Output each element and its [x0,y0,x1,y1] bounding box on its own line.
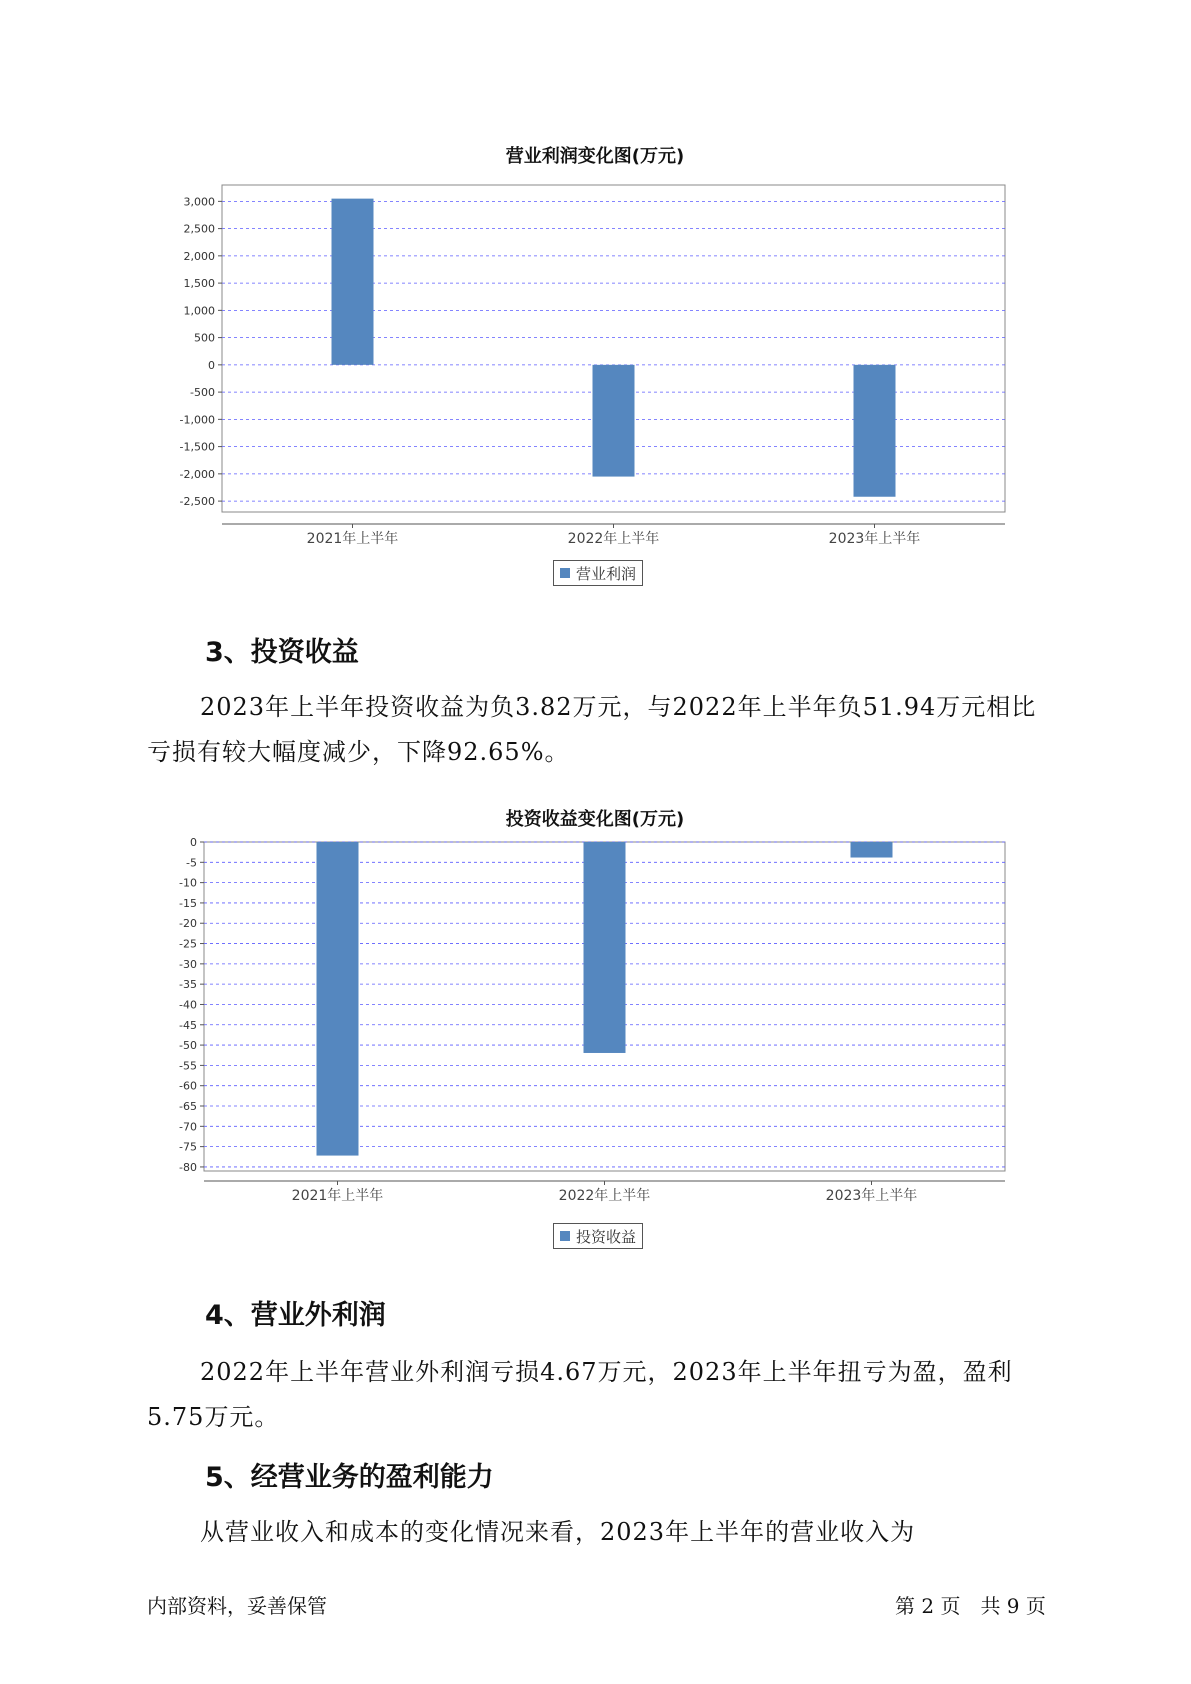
y-tick-label: -1,000 [179,413,215,427]
bar [851,842,893,858]
y-tick-label: -70 [179,1120,197,1134]
y-tick-label: -15 [179,896,197,910]
y-tick-label: 2,000 [183,249,215,263]
x-tick-label: 2022年上半年 [558,1188,651,1204]
y-tick-label: 1,500 [183,277,215,291]
legend-label: 营业利润 [576,564,637,583]
section-paragraph-investment-income: 2023年上半年投资收益为负3.82万元，与2022年上半年负51.94万元相比亏损有较大幅度减少，下降92.65%。 [147,693,1037,766]
y-tick-label: -2,000 [179,467,215,481]
chart-legend-investment-income [553,1223,643,1249]
y-tick-label: -65 [179,1100,197,1114]
y-tick-label: 1,000 [183,304,215,318]
x-tick-label: 2023年上半年 [828,531,921,547]
x-tick-label: 2022年上半年 [567,531,660,547]
chart-title-investment-income: 投资收益变化图(万元) [505,809,685,830]
x-tick-label: 2023年上半年 [825,1188,918,1204]
section-paragraph-profitability: 从营业收入和成本的变化情况来看，2023年上半年的营业收入为 [200,1518,916,1546]
y-tick-label: 0 [208,358,215,372]
legend-swatch [560,1231,570,1241]
section-heading-investment-income: 3、投资收益 [205,637,359,668]
y-tick-label: -25 [179,937,197,951]
footer-page-number: 第 2 页 共 9 页 [895,1594,1046,1618]
y-tick-label: -5 [186,856,197,870]
y-tick-label: -10 [179,876,197,890]
x-tick-label: 2021年上半年 [291,1188,384,1204]
section-heading-non-operating-profit: 4、营业外利润 [205,1300,386,1331]
section-heading-profitability: 5、经营业务的盈利能力 [205,1462,494,1493]
footer-confidential-note: 内部资料，妥善保管 [147,1594,327,1618]
y-tick-label: -30 [179,957,197,971]
x-tick-label: 2021年上半年 [306,531,399,547]
y-tick-label: -35 [179,978,197,992]
y-tick-label: -40 [179,998,197,1012]
y-tick-label: -1,500 [179,440,215,454]
y-tick-label: -20 [179,917,197,931]
y-tick-label: -2,500 [179,495,215,509]
y-tick-label: -75 [179,1140,197,1154]
y-tick-label: -500 [190,386,215,400]
y-tick-label: -50 [179,1039,197,1053]
y-tick-label: -60 [179,1079,197,1093]
y-tick-label: 2,500 [183,222,215,236]
legend-label: 投资收益 [576,1227,637,1246]
y-tick-label: -55 [179,1059,197,1073]
y-tick-label: 0 [190,836,197,849]
bar [317,842,359,1156]
section-paragraph-non-operating-profit: 2022年上半年营业外利润亏损4.67万元，2023年上半年扭亏为盈，盈利5.75万元。 [147,1358,1013,1431]
y-tick-label: 3,000 [183,195,215,209]
y-tick-label: 500 [194,331,215,345]
y-tick-label: -45 [179,1018,197,1032]
y-tick-label: -80 [179,1160,197,1174]
chart-title-operating-profit: 营业利润变化图(万元) [505,146,685,167]
bar [584,842,626,1053]
